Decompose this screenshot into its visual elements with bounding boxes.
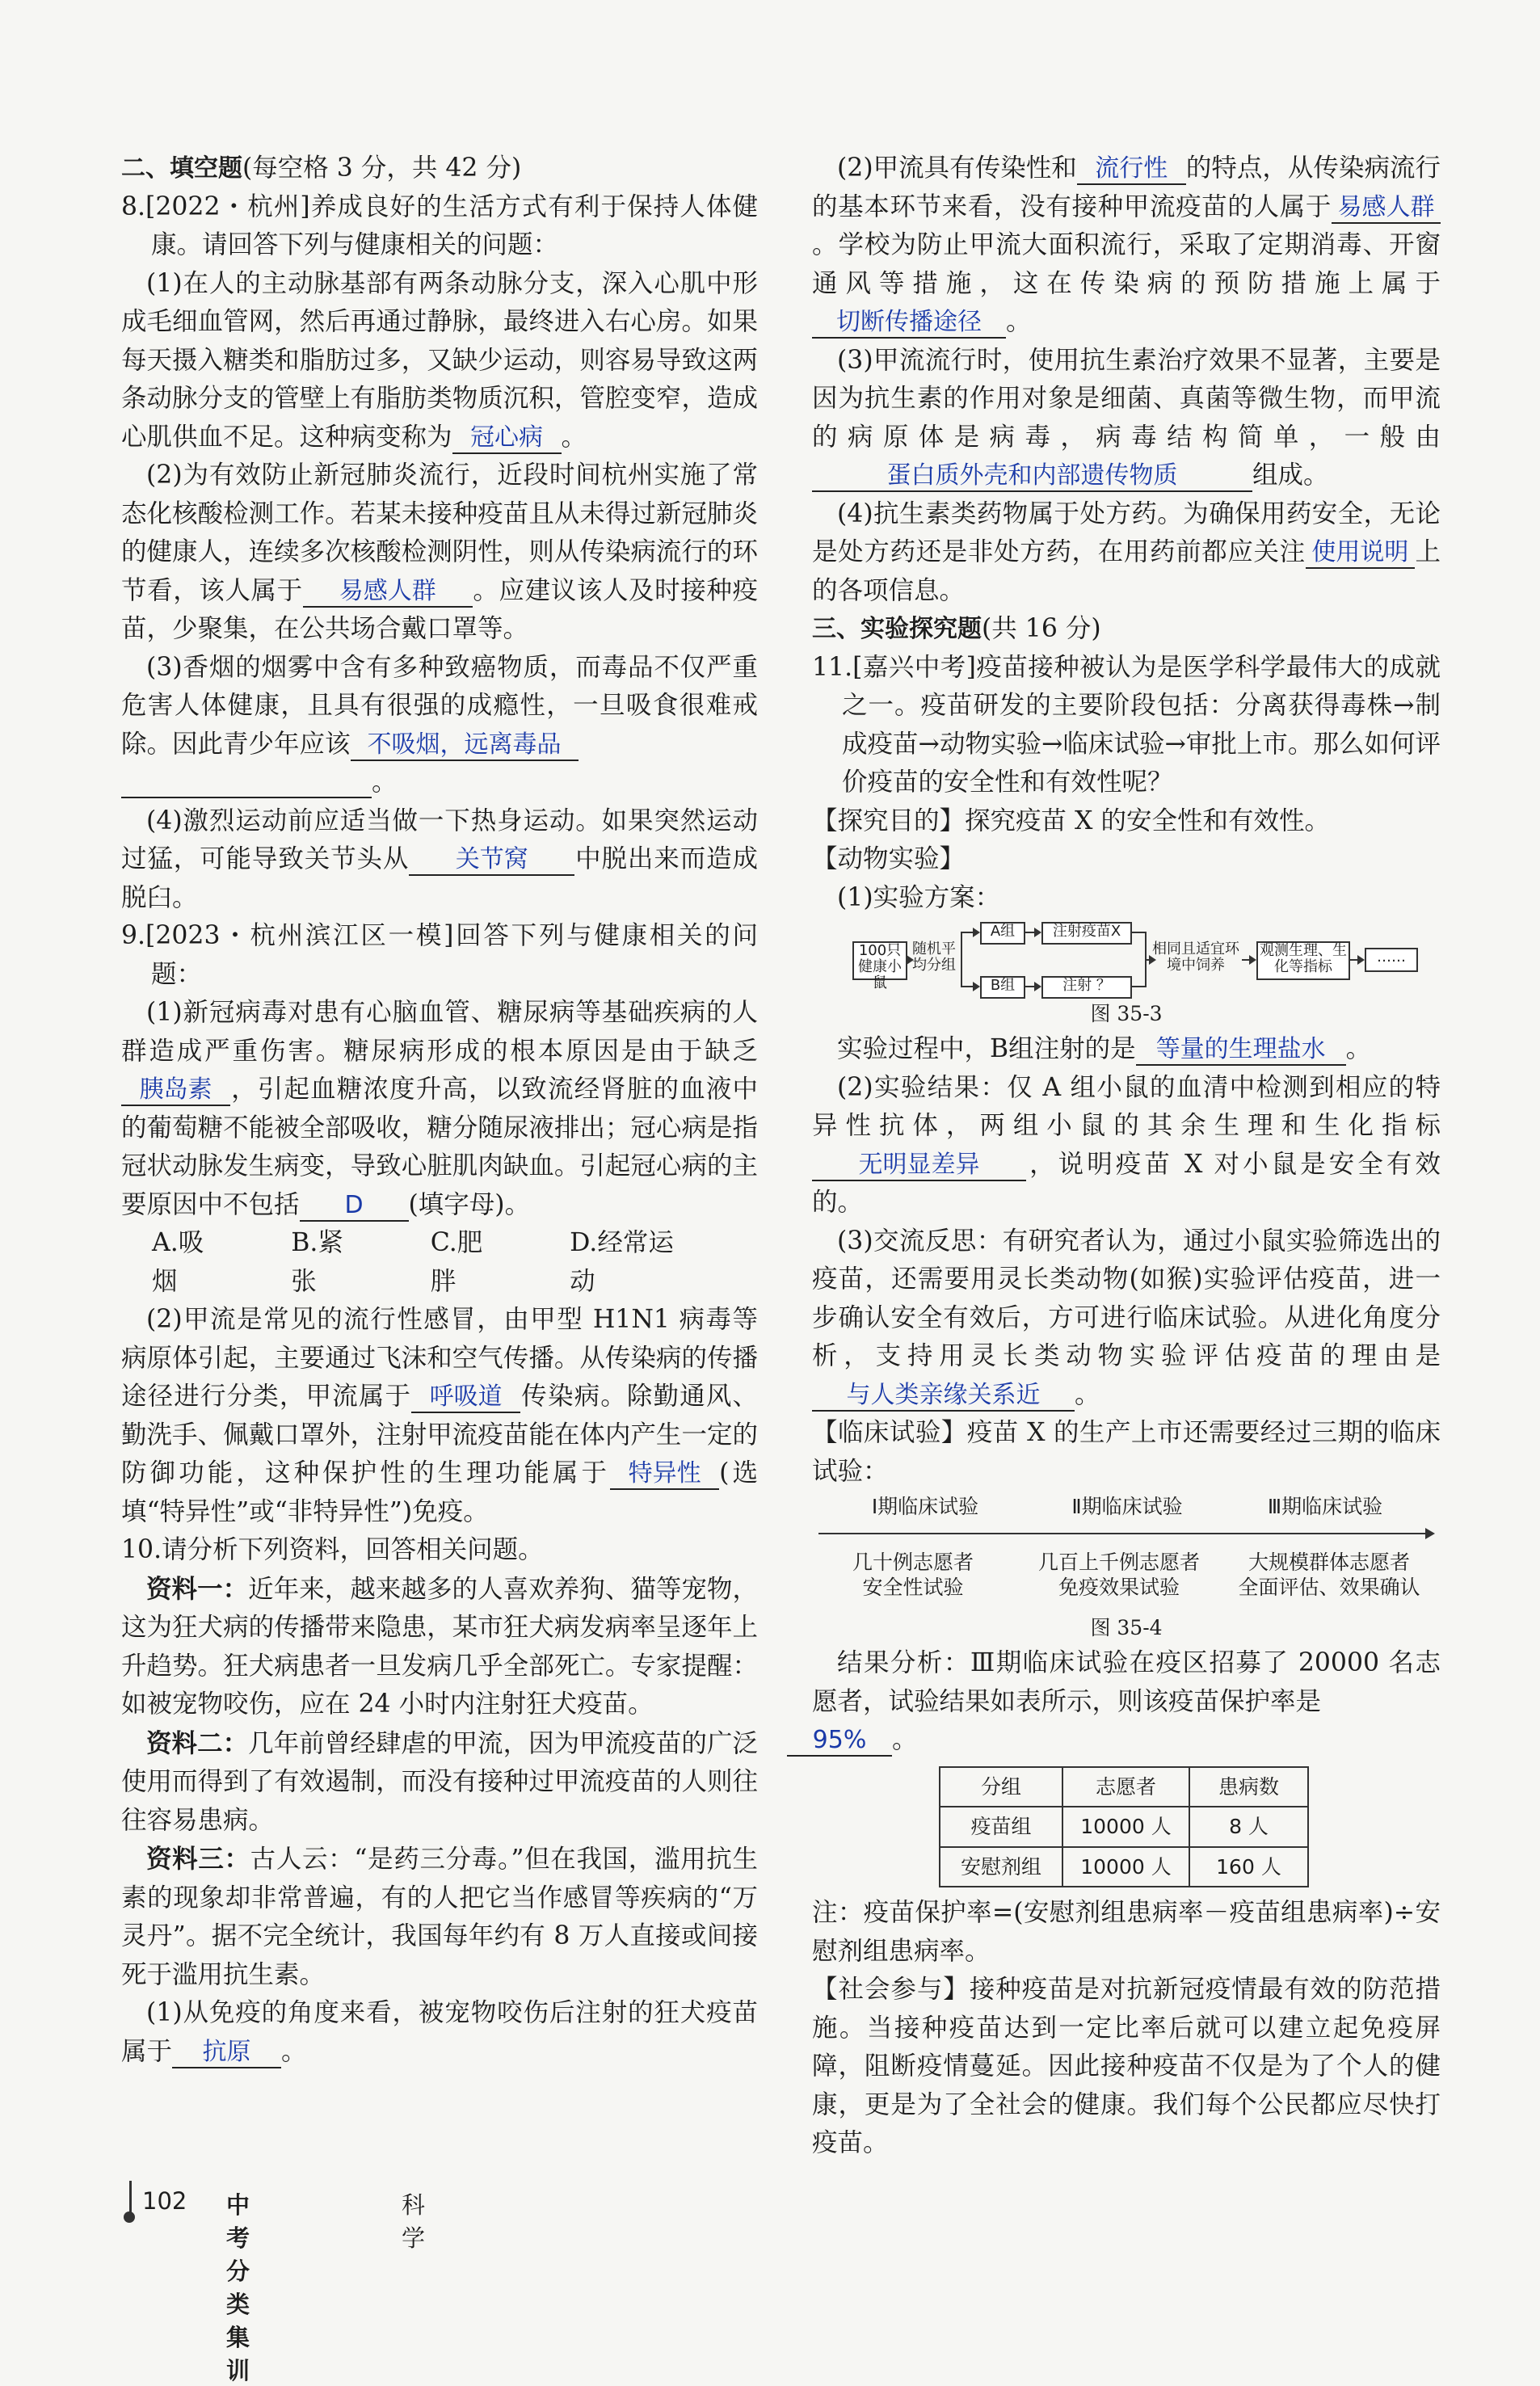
- q11-aim: 【探究目的】探究疫苗 X 的安全性和有效性。: [812, 806, 1330, 835]
- clinical-trial-timeline: [812, 1491, 1441, 1612]
- answer-blank: 关节窝: [409, 844, 574, 876]
- flow-arrow: [1349, 959, 1363, 961]
- q8-part3: (3)香烟的烟雾中含有多种致癌物质，而毒品不仅严重危害人体健康，且具有很强的成瘾性，一旦吸食很难戒除。因此青少年应该 不吸烟，远离毒品 。: [121, 652, 758, 797]
- answer-blank: 等量的生理盐水: [1136, 1034, 1346, 1066]
- q8-part2: (2)为有效防止新冠肺炎流行，近段时间杭州实施了常态化核酸检测工作。若某未接种疫苗且从未得过新冠肺炎的健康人，连续多次核酸检测阴性，则从传染病流行的环节看，该人属于 易感人群 。应建议该人及时接种疫苗，少聚集，在公共场合戴口罩等。: [121, 461, 758, 643]
- flow-arrow: [961, 932, 978, 933]
- q9-part2: (2)甲流是常见的流行性感冒，由甲型 H1N1 病毒等病原体引起，主要通过飞沫和空气传播。从传染病的传播途径进行分类，甲流属于 呼吸道 传染病。除勤通风、勤洗手、佩戴口罩外，注射甲流疫苗能在体内产生一定的防御功能，这种保护性的生理功能属于 特异性 (选填“特异性”或“非特异性”)免疫。: [121, 1305, 758, 1526]
- q10-part2: (2)甲流具有传染性和 流行性 的特点，从传染病流行的基本环节来看，没有接种甲流疫苗的人属于 易感人群。学校为防止甲流大面积流行，采取了定期消毒、开窗通风等措施，这在传染病的预防措施上属于切断传播途径 。: [812, 149, 1441, 342]
- phase-2-label: Ⅱ期临床试验: [1071, 1495, 1183, 1518]
- page-number: 102: [142, 2187, 187, 2215]
- group-a-box: A组: [980, 922, 1025, 945]
- q11-note: 注：疫苗保护率=(安慰剂组患病率－疫苗组患病率)÷安慰剂组患病率。: [812, 1898, 1441, 1966]
- book-title: 中考分类集训: [226, 2191, 250, 2384]
- answer-blank: 易感人群: [1332, 192, 1441, 224]
- q11-stem: 11.[嘉兴中考]疫苗接种被认为是医学科学最伟大的成就之一。疫苗研发的主要阶段包括：分离获得毒株→制成疫苗→动物实验→临床试验→审批上市。那么如何评价疫苗的安全性和有效性呢？: [812, 652, 1441, 797]
- answer-blank: 抗原: [172, 2037, 281, 2068]
- flow-arrow: [961, 986, 978, 987]
- left-column: [121, 149, 758, 2071]
- answer-blank: 呼吸道: [411, 1382, 520, 1413]
- answer-blank: 冠心病: [452, 423, 562, 454]
- q11-plan: (1)实验方案：: [837, 882, 1001, 912]
- answer-blank: D: [300, 1190, 409, 1222]
- answer-blank: 特异性: [610, 1458, 719, 1490]
- q8-part4: (4)激烈运动前应适当做一下热身运动。如果突然运动过猛，可能导致关节头从 关节窝 中脱出来而造成脱臼。: [121, 806, 758, 912]
- flow-arrow: [1024, 932, 1040, 933]
- q10-material-1: 资料一：近年来，越来越多的人喜欢养狗、猫等宠物，这为狂犬病的传播带来隐患，某市狂犬病发病率呈逐年上升趋势。狂犬病患者一旦发病几乎全部死亡。专家提醒：如被宠物咬伤，应在 24 小时内注射狂犬疫苗。: [121, 1573, 758, 1719]
- section-2-heading: 二、填空题(每空格 3 分，共 42 分): [121, 154, 522, 183]
- subject-label: 科学: [402, 2191, 426, 2252]
- q10-material-2: 资料二：几年前曾经肆虐的甲流，因为甲流疫苗的广泛使用而得到了有效遏制，而没有接种过甲流疫苗的人则往往容易患病。: [121, 1727, 758, 1835]
- table-row: 安慰剂组 10000 人 160 人: [940, 1847, 1308, 1887]
- observe-box: 观测生理、生化等指标: [1256, 941, 1350, 980]
- flow-start-box: 100只健康小鼠: [852, 941, 907, 980]
- q9-part1: (1)新冠病毒对患有心脑血管、糖尿病等基础疾病的人群造成严重伤害。糖尿病形成的根本原因是由于缺乏胰岛素 ，引起血糖浓度升高，以致流经肾脏的血液中的葡萄糖不能被全部吸收，糖分随尿液排出；冠心病是指冠状动脉发生病变，导致心脏肌肉缺血。引起冠心病的主要原因中不包括 D (填字母)。: [121, 994, 758, 1224]
- q10-stem: 10.请分析下列资料，回答相关问题。: [121, 1535, 544, 1564]
- flow-branch-line: [961, 932, 962, 987]
- figure-35-4-caption: 图 35-4: [1090, 1616, 1163, 1639]
- answer-blank: 切断传播途径: [812, 307, 1006, 339]
- phase-2-desc: 几百上千例志愿者 免疫效果试验: [1037, 1551, 1200, 1599]
- answer-blank: 无明显差异: [812, 1150, 1026, 1181]
- answer-blank: 与人类亲缘关系近: [812, 1380, 1075, 1412]
- answer-blank: 使用说明: [1306, 537, 1415, 569]
- q11-animal-heading: 【动物实验】: [812, 844, 966, 873]
- q8-part1: (1)在人的主动脉基部有两条动脉分支，深入心肌中形成毛细血管网，然后再通过静脉，最终进入右心房。如果每天摄入糖类和脂肪过多，又缺少运动，则容易导致这两条动脉分支的管壁上有脂肪类物质沉积，管腔变窄，造成心肌供血不足。这种病变称为 冠心病 。: [121, 265, 758, 457]
- group-b-box: B组: [980, 976, 1025, 999]
- section-3-heading: 三、实验探究题(共 16 分): [812, 614, 1101, 643]
- answer-blank: 易感人群: [303, 576, 473, 608]
- right-column: [812, 149, 1441, 2163]
- phase-1-label: Ⅰ期临床试验: [871, 1495, 979, 1518]
- inject-unknown-box: 注射 ？: [1041, 976, 1132, 999]
- table-row: 疫苗组 10000 人 8 人: [940, 1807, 1308, 1847]
- answer-blank: 不吸烟，远离毒品: [351, 730, 579, 761]
- q11-result: (2)实验结果：仅 A 组小鼠的血清中检测到相应的特异性抗体，两组小鼠的其余生理和生化指标无明显差异 ，说明疫苗 X 对小鼠是安全有效的。: [812, 1072, 1441, 1217]
- q11-analysis: 结果分析：Ⅲ期临床试验在疫区招募了 20000 名志愿者，试验结果如表所示，则该疫苗保护率是 95% 。: [812, 1644, 1441, 1760]
- q10-part4: (4)抗生素类药物属于处方药。为确保用药安全，无论是处方药还是非处方药，在用药前都应关注 使用说明 上的各项信息。: [812, 499, 1441, 605]
- footer-bar: [129, 2181, 132, 2215]
- answer-blank-continued: [121, 768, 372, 798]
- q9-options: A.吸烟 B.紧张 C.肥胖 D.经常运动: [152, 1228, 674, 1296]
- figure-35-3-caption: 图 35-3: [1090, 1002, 1163, 1025]
- answer-blank: 95%: [787, 1725, 892, 1757]
- flow-care-label: 相同且适宜环境中饲养: [1152, 941, 1239, 974]
- phase-3-desc: 大规模群体志愿者 全面评估、效果确认: [1238, 1551, 1420, 1599]
- flow-line: [1130, 986, 1145, 987]
- footer-dot: [124, 2211, 135, 2223]
- q9-stem: 9.[2023・杭州滨江区一模]回答下列与健康相关的问题：: [121, 921, 758, 989]
- answer-blank: 胰岛素: [121, 1075, 230, 1106]
- flow-arrow: [1242, 959, 1255, 961]
- q8-stem: 8.[2022・杭州]养成良好的生活方式有利于保持人体健康。请回答下列与健康相关的问题：: [121, 191, 758, 259]
- inject-vaccine-box: 注射疫苗X: [1041, 922, 1132, 945]
- q10-material-3: 资料三：古人云：“是药三分毒。”但在我国，滥用抗生素的现象却非常普遍，有的人把它当作感冒等疾病的“万灵丹”。据不完全统计，我国每年约有 8 万人直接或间接死于滥用抗生素。: [121, 1844, 758, 1989]
- experiment-flowchart: [812, 917, 1441, 998]
- q11-group-b: 实验过程中，B组注射的是 等量的生理盐水 。: [812, 1030, 1441, 1069]
- phase-3-label: Ⅲ期临床试验: [1267, 1495, 1383, 1518]
- q10-part1: (1)从免疫的角度来看，被宠物咬伤后注射的狂犬疫苗属于 抗原 。: [121, 1994, 758, 2071]
- q10-part3: (3)甲流流行时，使用抗生素治疗效果不显著，主要是因为抗生素的作用对象是细菌、真菌等微生物，而甲流的病原体是病毒，病毒结构简单，一般由蛋白质外壳和内部遗传物质 组成。: [812, 342, 1441, 495]
- continuation-box: ……: [1365, 948, 1418, 972]
- phase-1-desc: 几十例志愿者 安全性试验: [852, 1551, 974, 1599]
- answer-blank: 流行性: [1077, 154, 1186, 185]
- timeline-arrow: [818, 1533, 1433, 1534]
- q11-social: 【社会参与】接种疫苗是对抗新冠疫情最有效的防范措施。当接种疫苗达到一定比率后就可以建立起免疫屏障，阻断疫情蔓延。因此接种疫苗不仅是为了个人的健康，更是为了全社会的健康。我们每个公民都应尽快打疫苗。: [812, 1975, 1441, 2157]
- q11-reflection: (3)交流反思：有研究者认为，通过小鼠实验筛选出的疫苗，还需要用灵长类动物(如猴)实验评估疫苗，进一步确认安全有效后，方可进行临床试验。从进化角度分析，支持用灵长类动物实验评估疫苗的理由是与人类亲缘关系近 。: [812, 1222, 1441, 1415]
- answer-blank: 蛋白质外壳和内部遗传物质: [812, 461, 1252, 492]
- flow-split-label: 随机平均分组: [912, 941, 956, 974]
- q11-clinical: 【临床试验】疫苗 X 的生产上市还需要经过三期的临床试验：: [812, 1418, 1441, 1486]
- results-table: 分组 志愿者 患病数 疫苗组 10000 人 8 人 安慰剂组 10000 人 160 人: [939, 1766, 1309, 1888]
- flow-line: [1130, 932, 1145, 933]
- flow-arrow: [1024, 986, 1040, 987]
